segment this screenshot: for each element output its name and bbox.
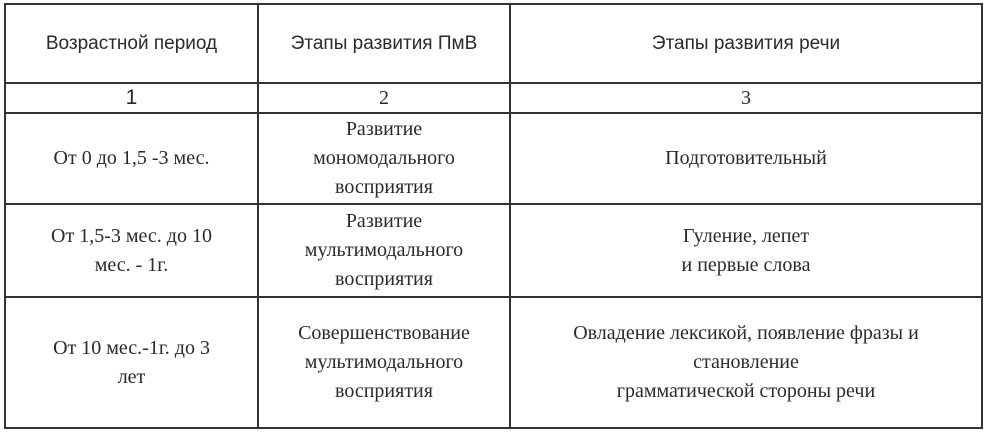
table-row [5,204,982,297]
table-header-row [5,4,982,83]
header-speech-stages: Этапы развития речи [510,4,982,83]
row-2-pmv: Развитие мультимодального восприятия [258,204,510,297]
speech-development-table [4,3,983,429]
column-number-row [5,83,982,113]
row-1-pmv: Развитие мономодального восприятия [258,113,510,204]
row-3-speech: Овладение лексикой, появление фразы и становление грамматической стороны речи [510,297,982,428]
row-2-speech: Гуление, лепет и первые слова [510,204,982,297]
row-2-period: От 1,5-3 мес. до 10 мес. - 1г. [5,204,258,297]
column-number-3: 3 [510,83,982,113]
row-1-speech: Подготовительный [510,113,982,204]
table-row [5,297,982,428]
header-age-period: Возрастной период [5,4,258,83]
row-3-period: От 10 мес.-1г. до 3 лет [5,297,258,428]
row-3-pmv: Совершенствование мультимодального восприятия [258,297,510,428]
table-row [5,113,982,204]
column-number-2: 2 [258,83,510,113]
row-1-period: От 0 до 1,5 -3 мес. [5,113,258,204]
header-pmv-stages: Этапы развития ПмВ [258,4,510,83]
column-number-1: 1 [5,83,258,113]
